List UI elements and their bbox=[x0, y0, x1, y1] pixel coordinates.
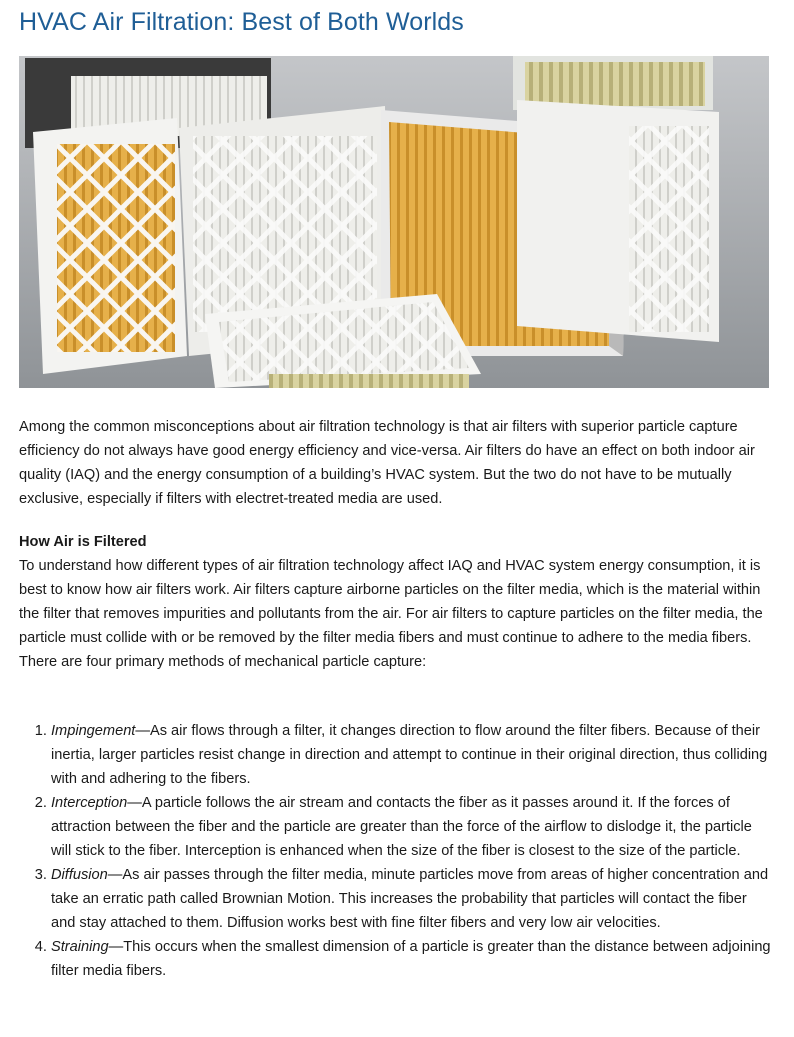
list-item bbox=[51, 719, 771, 791]
method-term: Impingement bbox=[51, 723, 136, 739]
section-heading: How Air is Filtered bbox=[19, 534, 147, 550]
section-paragraph: To understand how different types of air filtration technology affect IAQ and HVAC system energy consumption, it is best to know how air filters work. Air filters capture airborne particles on the filter media, which is the material within the filter that removes impurities and pollutants from the air. For air filters to capture particles on the filter media, the particle must collide with or be removed by the filter media fibers and must continue to adhere to the media fibers. There are four primary methods of mechanical particle capture: bbox=[19, 558, 763, 670]
method-description: —This occurs when the smallest dimension of a particle is greater than the distance between adjoining filter media fibers. bbox=[51, 939, 771, 979]
intro-paragraph: Among the common misconceptions about air filtration technology is that air filters with superior particle capture efficiency do not always have good energy efficiency and vice-versa. Air filters do have an effect on both indoor air quality (IAQ) and the energy consumption of a building’s HVAC system. But the two do not have to be mutually exclusive, especially if filters with electret-treated media are used. bbox=[19, 419, 755, 507]
method-term: Straining bbox=[51, 939, 109, 955]
list-item bbox=[51, 935, 771, 983]
capture-methods-list bbox=[19, 719, 771, 983]
list-item bbox=[51, 863, 771, 935]
hero-image-air-filters bbox=[19, 56, 769, 388]
method-description: —A particle follows the air stream and contacts the fiber as it passes around it. If the forces of attraction between the fiber and the particle are greater than the force of the airflow to dislodge it, the particle will stick to the fiber. Interception is enhanced when the size of the fiber is closest to the size of the particle. bbox=[51, 795, 752, 859]
list-item bbox=[51, 791, 771, 863]
page-title: HVAC Air Filtration: Best of Both Worlds bbox=[19, 8, 464, 36]
method-description: —As air flows through a filter, it changes direction to flow around the filter fibers. Because of their inertia, larger particles resist change in direction and attempt to continue in their original direction, thus colliding with and adhering to the fibers. bbox=[51, 723, 768, 787]
method-term: Interception bbox=[51, 795, 128, 811]
method-description: —As air passes through the filter media, minute particles move from areas of higher concentration and take an erratic path called Brownian Motion. This increases the probability that particles will contact the fiber and stay attached to them. Diffusion works best with fine filter fibers and very low air velocities. bbox=[51, 867, 769, 931]
method-term: Diffusion bbox=[51, 867, 108, 883]
